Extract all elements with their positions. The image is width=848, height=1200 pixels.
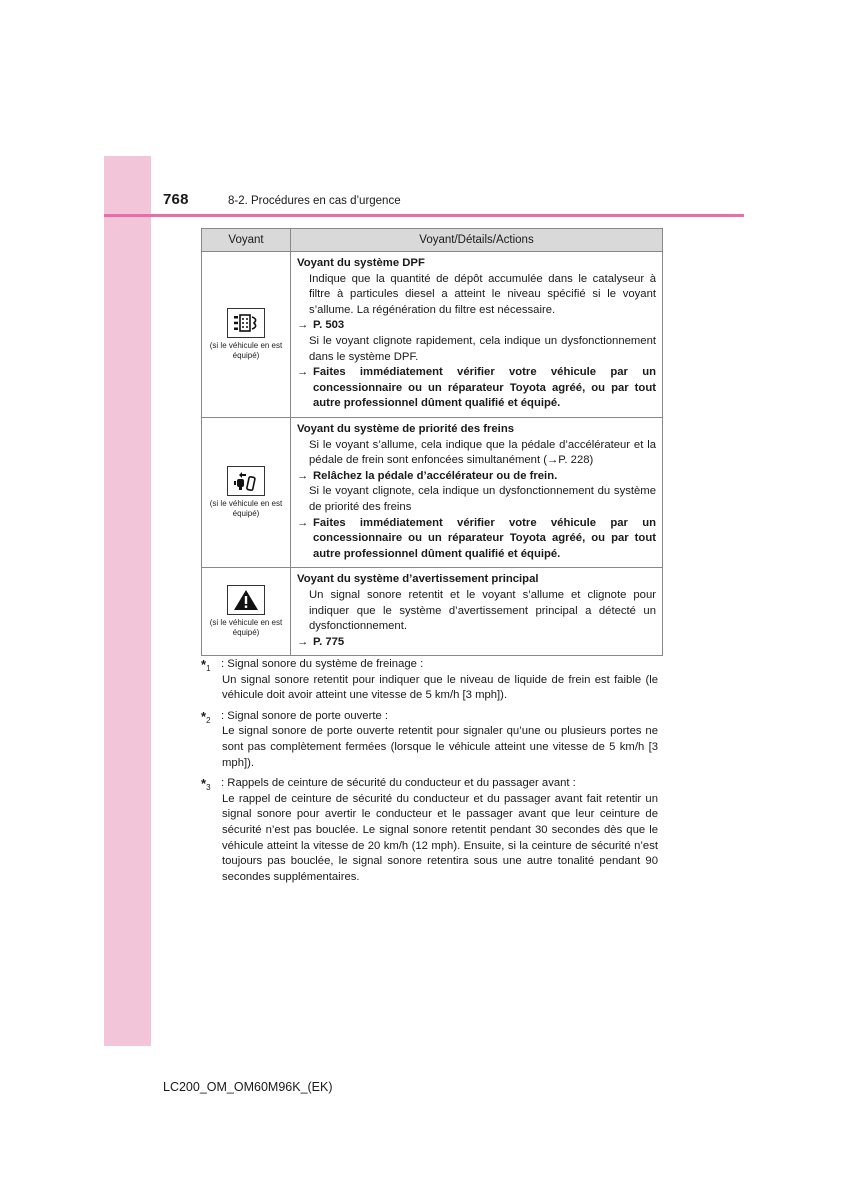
footnote [201, 776, 658, 885]
document-code: LC200_OM_OM60M96K_(EK) [163, 1080, 333, 1094]
action-line [297, 635, 656, 651]
action-line [297, 516, 656, 563]
icon-note: (si le véhicule en est équipé) [209, 499, 283, 519]
page-reference: P. 775 [313, 635, 345, 648]
detail-text: Indique que la quantité de dépôt accumulée dans le catalyseur à filtre à particules diesel a atteint le niveau spécifié si le voyant s’allume. La régénération du filtre est nécessaire. [309, 272, 656, 316]
page-reference: P. 503 [313, 319, 345, 332]
arrow-icon: → [297, 635, 309, 648]
brake-override-icon [227, 466, 265, 496]
footnote-marker: *$^3$ [201, 776, 211, 793]
column-header: Voyant/Détails/Actions [291, 229, 663, 252]
footnote-body: Le signal sonore de porte ouverte retentit pour signaler qu’une ou plusieurs portes ne sont pas complètement fermées (lorsque le véhicule atteint une vitesse de 5 km/h [3 mph]). [222, 725, 658, 769]
master-warning-icon [227, 585, 265, 615]
detail-text: Si le voyant clignote, cela indique un dysfonctionnement du système de priorité des freins [309, 485, 656, 513]
header-rule [104, 214, 744, 217]
table-row [202, 252, 663, 418]
details-cell [291, 568, 663, 656]
action-line [297, 318, 656, 334]
detail-text: Si le voyant clignote rapidement, cela indique un dysfonctionnement dans le système DPF. [309, 334, 656, 363]
icon-cell [202, 568, 291, 656]
arrow-icon: → [297, 319, 309, 332]
icon-cell [202, 418, 291, 568]
footnote-marker: *$^1$ [201, 657, 211, 673]
warning-title: Voyant du système de priorité des freins [297, 423, 515, 435]
icon-note: (si le véhicule en est équipé) [209, 341, 283, 360]
arrow-icon: → [297, 516, 309, 529]
side-tab [104, 156, 151, 1046]
footnote-heading: : Signal sonore de porte ouverte : [221, 709, 389, 722]
action-text: Faites immédiatement vérifier votre véhicule par un concessionnaire ou un réparateur Toyota agréé, ou par tout autre professionnel dûment qualifié et équipé. [313, 366, 656, 410]
details-cell [291, 418, 663, 568]
icon-cell [202, 252, 291, 418]
details-cell [291, 252, 663, 418]
footnotes [201, 657, 658, 890]
arrow-icon: → [297, 366, 309, 379]
footnote-marker: *$^2$ [201, 708, 211, 725]
footnote-heading: : Rappels de ceinture de sécurité du conducteur et du passager avant : [221, 777, 576, 790]
table-row [202, 568, 663, 656]
warning-lights-table [201, 228, 663, 656]
table-row [202, 418, 663, 568]
arrow-icon: → [297, 469, 309, 482]
dpf-warning-icon [227, 308, 265, 338]
column-header: Voyant [202, 229, 291, 252]
footnote [201, 709, 658, 771]
footnote-body: Un signal sonore retentit pour indiquer que le niveau de liquide de frein est faible (le véhicule doit avoir atteint une vitesse de 5 km/h [3 mph]). [222, 673, 658, 702]
warning-title: Voyant du système DPF [297, 257, 425, 269]
footnote [201, 657, 658, 704]
footnote-body: Le rappel de ceinture de sécurité du conducteur et du passager avant fait retentir un signal sonore pour avertir le conducteur et le passager avant que leur ceinture de sécurité n’est pas bouclée. Le signal sonore retentit pendant 30 secondes dès que le véhicule atteint la vitesse de 20 km/h (12 mph). Ensuite, si la ceinture de sécurité n’est toujours pas bouclée, le signal sonore retentira sous une autre tonalité pendant 90 secondes supplémentaires. [222, 792, 658, 883]
detail-text: Si le voyant s’allume, cela indique que la pédale d’accélérateur et la pédale de frein sont enfoncées simultanément (→P. 228) [309, 438, 656, 467]
action-line [297, 365, 656, 412]
page-number: 768 [163, 191, 189, 208]
detail-text: Un signal sonore retentit et le voyant s’allume et clignote pour indiquer que le système d’avertissement principal a détecté un dysfonctionnement. [309, 588, 656, 633]
action-line [297, 469, 656, 485]
warning-title: Voyant du système d’avertissement principal [297, 573, 539, 586]
icon-note: (si le véhicule en est équipé) [209, 618, 283, 638]
footnote-heading: : Signal sonore du système de freinage : [221, 658, 424, 670]
section-title: 8-2. Procédures en cas d’urgence [228, 195, 401, 207]
action-text: Relâchez la pédale d’accélérateur ou de frein. [313, 469, 558, 482]
table-header-row [202, 229, 663, 252]
action-text: Faites immédiatement vérifier votre véhicule par un concessionnaire ou un réparateur Toyota agréé, ou par tout autre professionnel dûment qualifié et équipé. [313, 516, 656, 560]
